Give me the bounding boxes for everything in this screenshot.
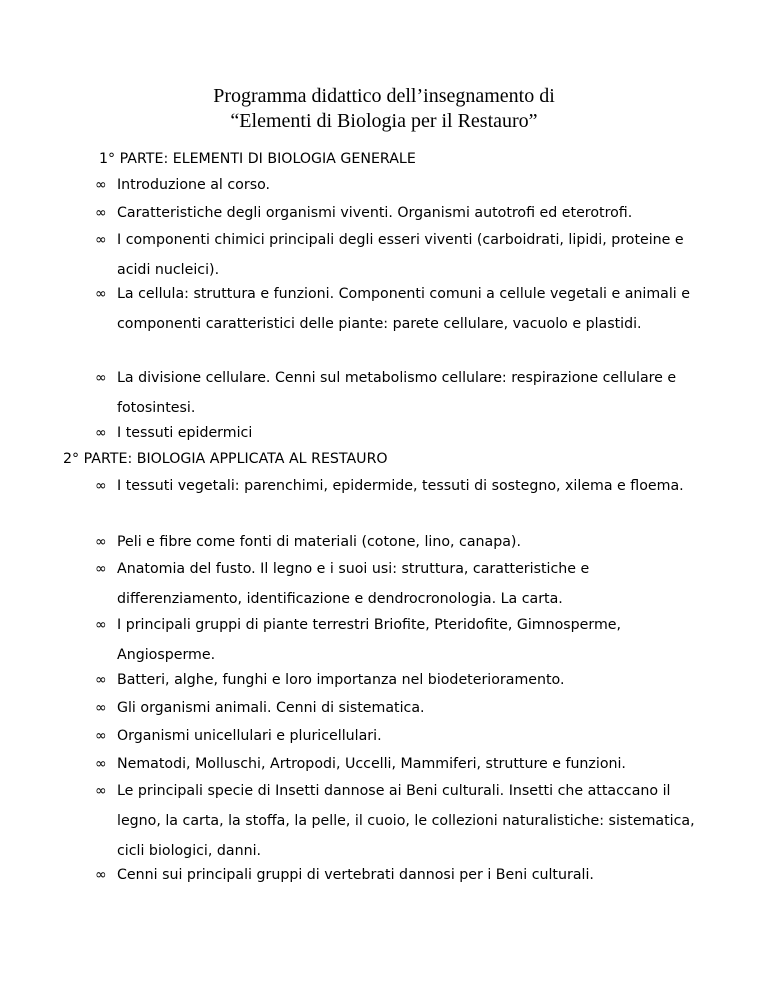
list-item [95,527,717,557]
document-title-line-1: Programma didattico dell’insegnamento di [213,85,555,107]
list-item [95,170,717,200]
infinity-bullet-icon: ∞ [95,205,107,221]
list-item [95,860,717,890]
list-item-text: La divisione cellulare. Cenni sul metabolismo cellulare: respirazione cellulare e fotosintesi. [117,370,677,416]
infinity-bullet-icon: ∞ [95,286,107,302]
list-item-text: Anatomia del fusto. Il legno e i suoi usi: struttura, caratteristiche e differenziamento, identificazione e dendrocronologia. La carta. [117,561,590,607]
infinity-bullet-icon: ∞ [95,232,107,248]
list-item [95,279,717,339]
section-2-heading: 2° PARTE: BIOLOGIA APPLICATA AL RESTAURO [63,451,388,467]
list-item-text: I tessuti epidermici [117,425,253,441]
infinity-bullet-icon: ∞ [95,177,107,193]
list-item [95,225,717,285]
list-item-text: Peli e fibre come fonti di materiali (cotone, lino, canapa). [117,534,521,550]
list-item-text: Nematodi, Molluschi, Artropodi, Uccelli, Mammiferi, strutture e funzioni. [117,756,626,772]
list-item-text: Gli organismi animali. Cenni di sistematica. [117,700,425,716]
list-item [95,610,717,670]
infinity-bullet-icon: ∞ [95,783,107,799]
infinity-bullet-icon: ∞ [95,370,107,386]
infinity-bullet-icon: ∞ [95,672,107,688]
list-item [95,721,717,751]
list-item-text: Le principali specie di Insetti dannose ai Beni culturali. Insetti che attaccano il legno, la carta, la stoffa, la pelle, il cuoio, le collezioni naturalistiche: sistematica, cicli biologici, danni. [117,783,695,859]
section-1-heading: 1° PARTE: ELEMENTI DI BIOLOGIA GENERALE [99,151,416,167]
infinity-bullet-icon: ∞ [95,728,107,744]
list-item-text: I principali gruppi di piante terrestri Briofite, Pteridofite, Gimnosperme, Angiosperme. [117,617,622,663]
list-item-text: Caratteristiche degli organismi viventi. Organismi autotrofi ed eterotrofi. [117,205,633,221]
infinity-bullet-icon: ∞ [95,534,107,550]
list-item-text: Batteri, alghe, funghi e loro importanza nel biodeterioramento. [117,672,565,688]
list-item [95,749,717,779]
list-item [95,363,717,423]
list-item-text: La cellula: struttura e funzioni. Componenti comuni a cellule vegetali e animali e componenti caratteristici delle piante: parete cellulare, vacuolo e plastidi. [117,286,690,332]
list-item-text: I tessuti vegetali: parenchimi, epidermide, tessuti di sostegno, xilema e floema. [117,478,684,494]
list-item-text: Cenni sui principali gruppi di vertebrati dannosi per i Beni culturali. [117,867,594,883]
list-item-text: I componenti chimici principali degli esseri viventi (carboidrati, lipidi, proteine e acidi nucleici). [117,232,684,278]
infinity-bullet-icon: ∞ [95,867,107,883]
list-item [95,693,717,723]
list-item [95,665,717,695]
list-item [95,554,717,614]
list-item [95,776,717,866]
infinity-bullet-icon: ∞ [95,756,107,772]
list-item [95,471,717,501]
list-item-text: Organismi unicellulari e pluricellulari. [117,728,382,744]
infinity-bullet-icon: ∞ [95,617,107,633]
list-item [95,198,717,228]
infinity-bullet-icon: ∞ [95,561,107,577]
infinity-bullet-icon: ∞ [95,425,107,441]
list-item-text: Introduzione al corso. [117,177,271,193]
infinity-bullet-icon: ∞ [95,478,107,494]
document-title-line-2: “Elementi di Biologia per il Restauro” [230,110,538,132]
infinity-bullet-icon: ∞ [95,700,107,716]
